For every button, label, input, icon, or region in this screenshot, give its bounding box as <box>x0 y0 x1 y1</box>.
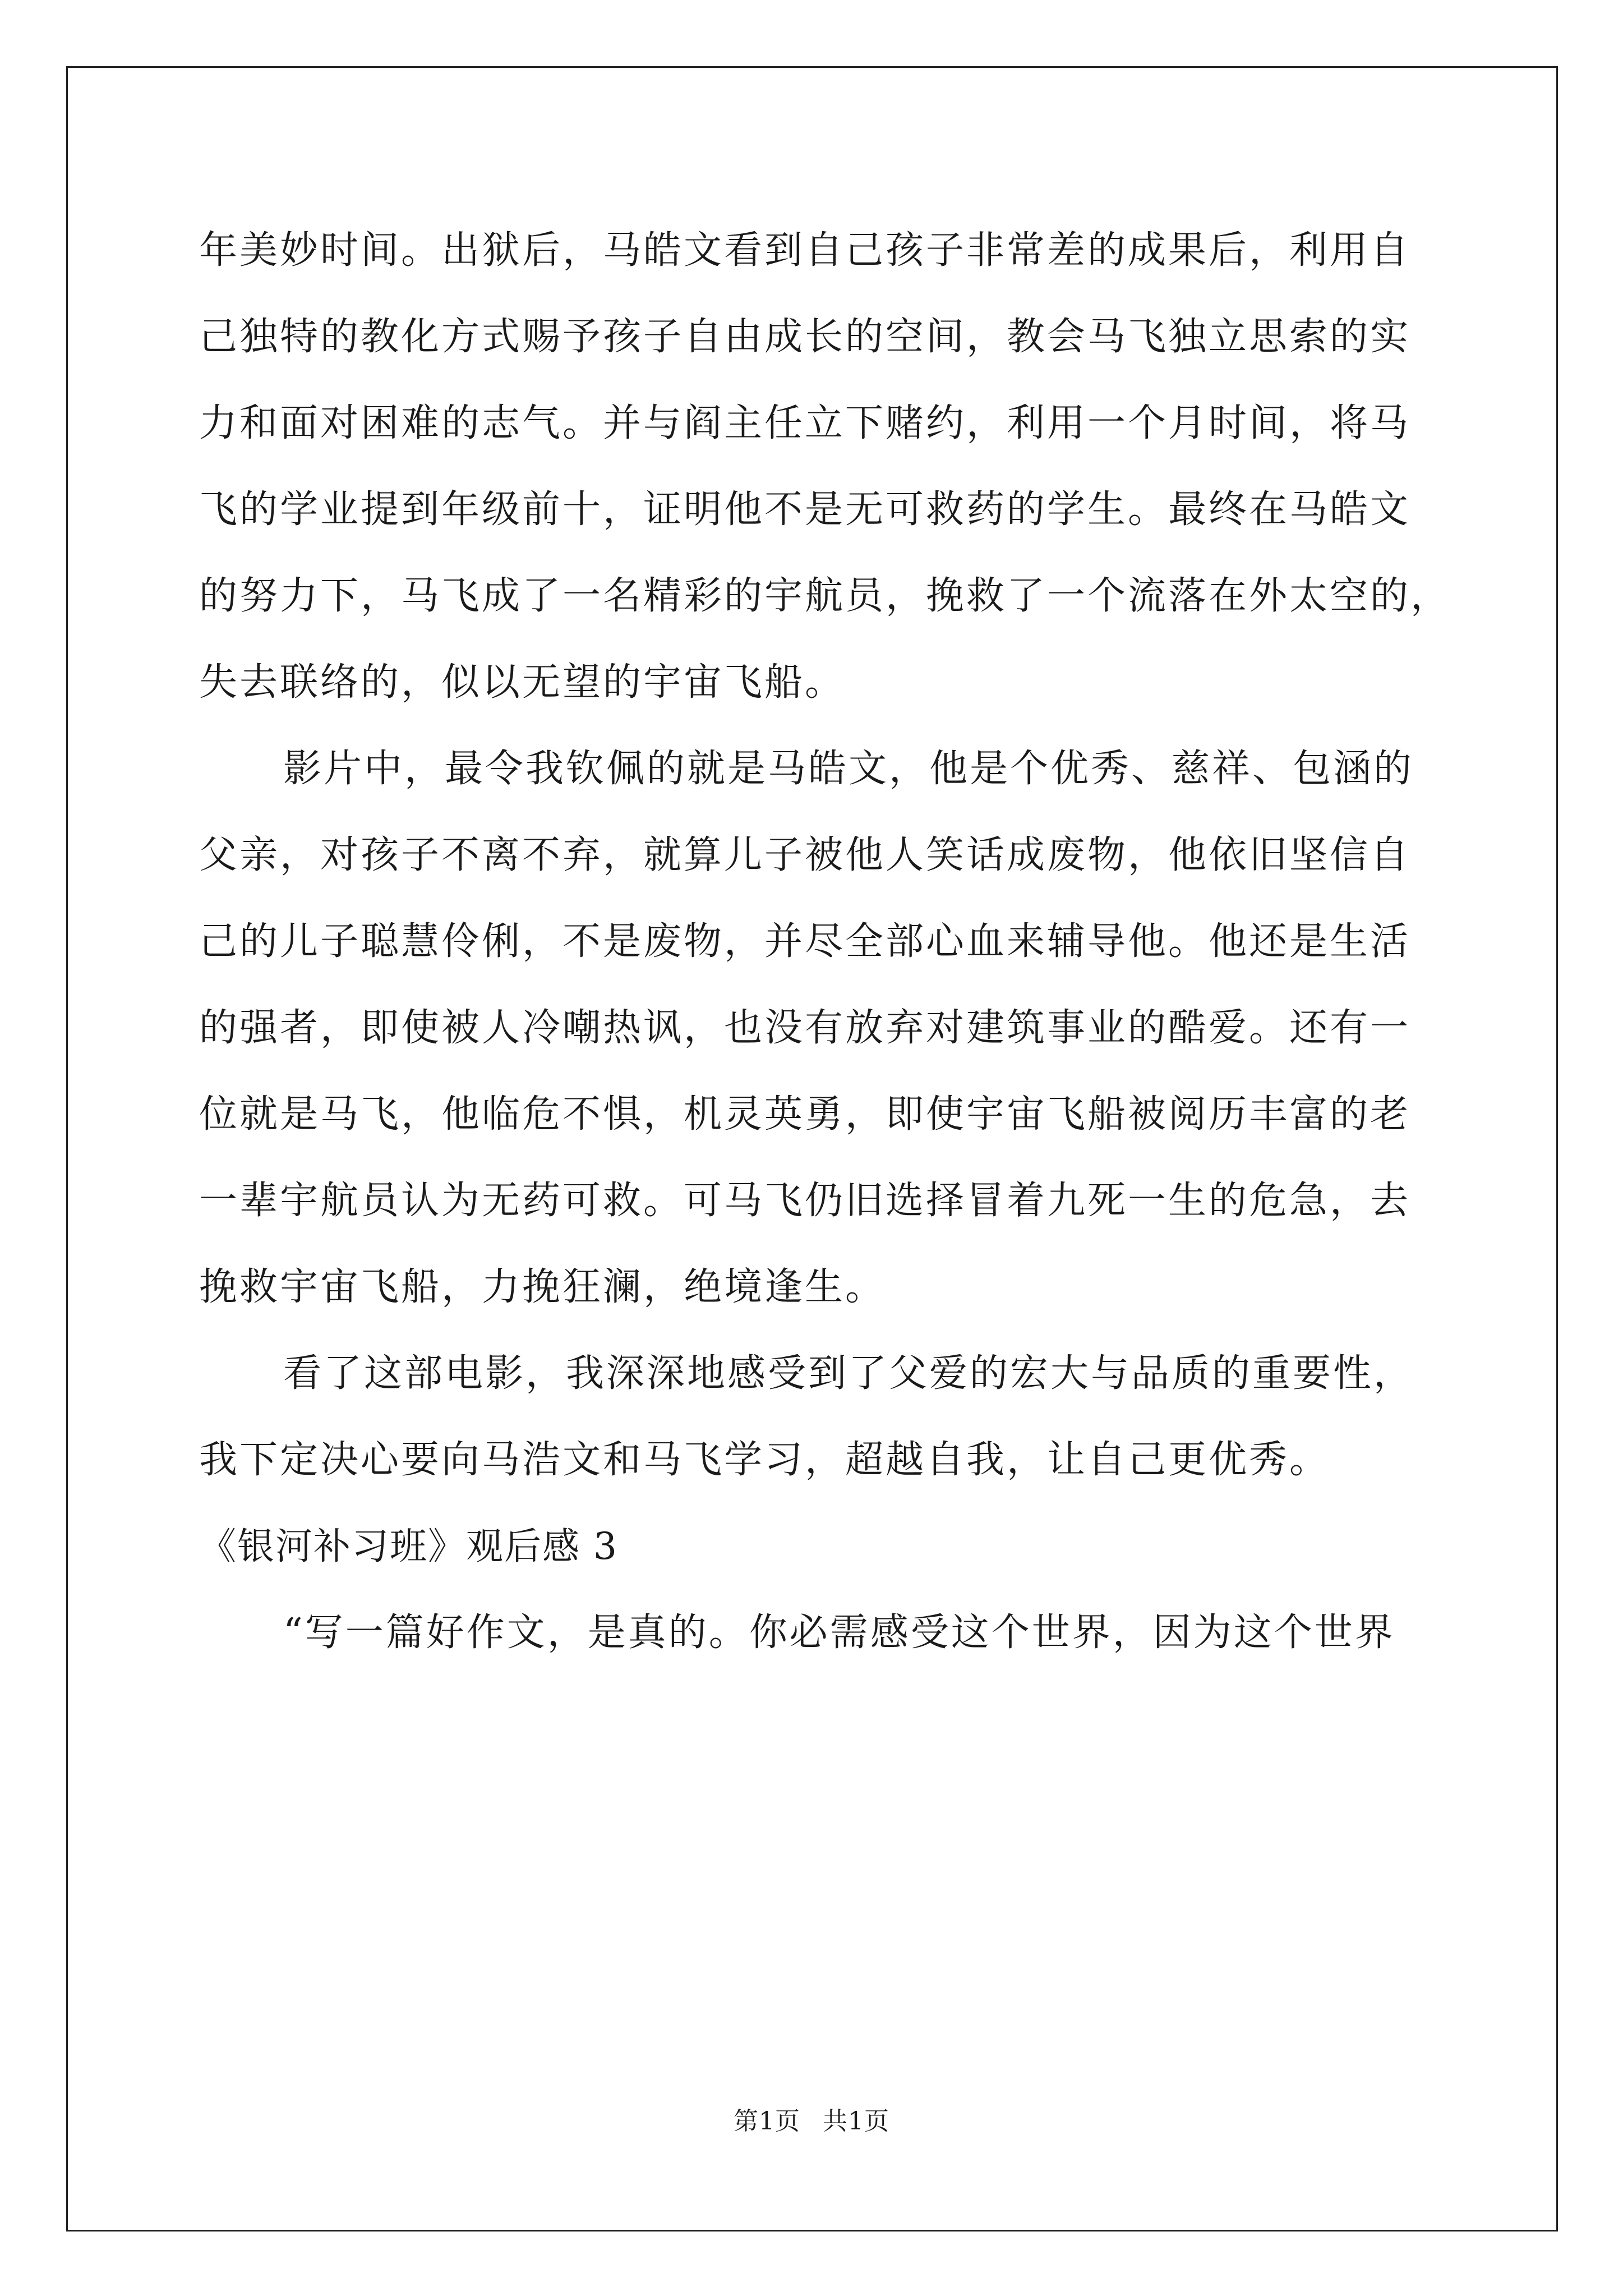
section-heading: 《银河补习班》观后感 3 <box>199 1525 618 1568</box>
text-line: 我下定决心要向马浩文和马飞学习，超越自我，让自己更优秀。 <box>199 1438 1330 1482</box>
text-line: 己的儿子聪慧伶俐，不是废物，并尽全部心血来辅导他。他还是生活 <box>199 919 1411 964</box>
text-line: 的努力下，马飞成了一名精彩的宇航员，挽救了一个流落在外太空的， <box>199 574 1451 618</box>
text-line: 父亲，对孩子不离不弃，就算儿子被他人笑话成废物，他依旧坚信自 <box>199 833 1411 877</box>
text-line: 飞的学业提到年级前十，证明他不是无可救药的学生。最终在马皓文 <box>199 487 1411 532</box>
paragraph-start-line: 看了这部电影，我深深地感受到了父爱的宏大与品质的重要性， <box>283 1351 1414 1396</box>
text-line: 失去联络的，似以无望的宇宙飞船。 <box>199 660 846 705</box>
text-line: 的强者，即使被人冷嘲热讽，也没有放弃对建筑事业的酷爱。还有一 <box>199 1006 1411 1050</box>
document-body <box>199 208 1455 1676</box>
text-line: 年美妙时间。出狱后，马皓文看到自己孩子非常差的成果后，利用自 <box>199 228 1411 273</box>
page-number: 第1页 <box>734 2107 800 2136</box>
text-line: 力和面对困难的志气。并与阎主任立下赌约，利用一个月时间，将马 <box>199 401 1411 445</box>
paragraph-start-line: 影片中，最令我钦佩的就是马皓文，他是个优秀、慈祥、包涵的 <box>283 747 1414 791</box>
page-footer <box>0 2101 1623 2137</box>
text-line: 位就是马飞，他临危不惧，机灵英勇，即使宇宙飞船被阅历丰富的老 <box>199 1092 1411 1137</box>
page-total: 共1页 <box>823 2107 889 2136</box>
text-line: 己独特的教化方式赐予孩子自由成长的空间，教会马飞独立思索的实 <box>199 315 1411 359</box>
text-line: 挽救宇宙飞船，力挽狂澜，绝境逢生。 <box>199 1265 886 1309</box>
text-line: 一辈宇航员认为无药可救。可马飞仍旧选择冒着九死一生的危急，去 <box>199 1179 1411 1223</box>
paragraph-start-line: “写一篇好作文，是真的。你必需感受这个世界，因为这个世界 <box>283 1611 1395 1655</box>
